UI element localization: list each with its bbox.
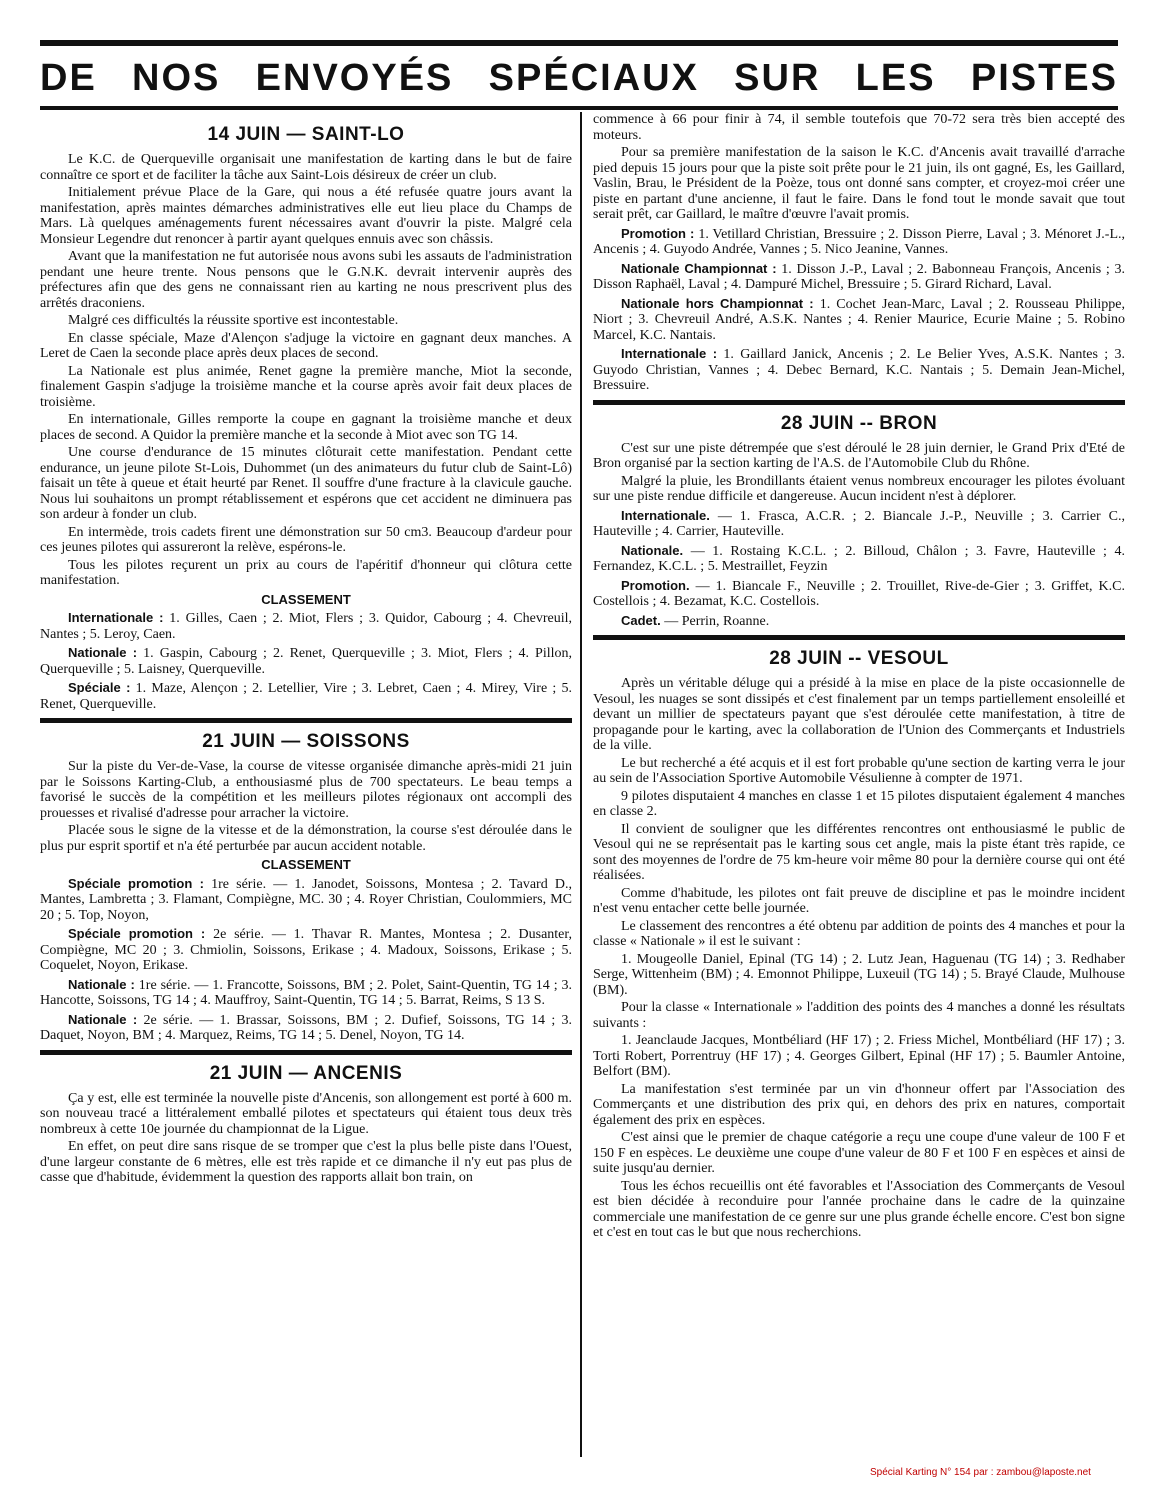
result-label: Nationale Championnat :	[621, 260, 777, 276]
paragraph: Pour sa première manifestation de la saison le K.C. d'Ancenis avait travaillé d'arrache pied depuis 15 jours pour que la piste soit prête pour le 21 juin, ils ont gagné, Es, les Gaillard, Vaslin, Brau, le Président de la Poèze, tous ont donné sans compter, et croyez-moi créer une piste en partant d'une ancienne, il faut le faire. Dans le fond tout le monde savait que tout serait prêt, car Gaillard, le maître d'œuvre l'avait promis.	[593, 145, 1125, 222]
result-entry	[593, 296, 1125, 344]
result-entry	[40, 926, 572, 974]
paragraph: 1. Jeanclaude Jacques, Montbéliard (HF 17) ; 2. Friess Michel, Montbéliard (HF 17) ; 3. Torti Robert, Porrentruy (HF 17) ; 4. Georges Gilbert, Epinal (HF 17) ; 5. Baumler Antoine, Belfort (BM).	[593, 1033, 1125, 1079]
result-text: 1. Cochet Jean-Marc, Laval ; 2. Rousseau Philippe, Niort ; 3. Chevreuil André, A.S.K. Nantes ; 4. Renier Maurice, Ecurie Maine ; 5. Robino Marcel, K.C. Nantais.	[593, 296, 1125, 343]
result-entry	[593, 346, 1125, 394]
result-label: Promotion :	[621, 225, 695, 241]
result-entry	[593, 508, 1125, 540]
paragraph: Le but recherché a été acquis et il est fort probable qu'une section de karting verra le jour au sein de l'Association Sportive Automobile Vésulienne à compter de 1971.	[593, 755, 1125, 786]
result-text: 1re série. — 1. Francotte, Soissons, BM ; 2. Polet, Saint-Quentin, TG 14 ; 3. Hancotte, Soissons, TG 14 ; 4. Mauffroy, Saint-Quentin, TG 14 ; 5. Barrat, Reims, S 13 S.	[40, 977, 572, 1008]
result-text: 1. Maze, Alençon ; 2. Letellier, Vire ; 3. Lebret, Caen ; 4. Mirey, Vire ; 5. Renet, Querqueville.	[40, 681, 572, 712]
paragraph: En internationale, Gilles remporte la coupe en gagnant la troisième manche et deux places de second. A Quidor la première manche et la seconde à Miot avec son TG 14.	[40, 412, 572, 443]
result-entry	[593, 261, 1125, 293]
result-entry	[593, 578, 1125, 610]
paragraph: Après un véritable déluge qui a présidé à la mise en place de la piste occasionnelle de Vesoul, les nuages se sont dissipés et c'est finalement par un temps partiellement ensoleillé et devant un millier de spectateurs payant que s'est déroulée cette manifestation, à titre de propagande pour le karting, avec la collaboration de l'Union des Commerçants et Industriels de la ville.	[593, 676, 1125, 753]
result-label: Cadet.	[621, 612, 661, 628]
column-separator	[580, 112, 582, 1457]
section-soissons	[40, 718, 572, 1044]
result-text: 2e série. — 1. Thavar R. Mantes, Montesa ; 2. Dusanter, Compiègne, MC 20 ; 3. Chmiolin, Soissons, Erikase ; 4. Madoux, Soissons, Erikase ; 5. Coquelet, Noyon, Erikase.	[40, 927, 572, 973]
paragraph: Malgré ces difficultés la réussite sportive est incontestable.	[68, 313, 399, 328]
paragraph: Une course d'endurance de 15 minutes clôturait cette manifestation. Pendant cette endurance, un jeune pilote St-Lois, Duhommet (un des animateurs du futur club de Saint-Lô) faisait un tête à queue et était heurté par Renet. Il souffre d'une fracture à la clavicule gauche. Nous lui souhaitons un prompt rétablissement et espérons que cet accident ne diminuera pas son ardeur à fonder un club.	[40, 445, 572, 522]
result-entry	[593, 543, 1125, 575]
result-entry	[593, 613, 1125, 630]
paragraph: Comme d'habitude, les pilotes ont fait preuve de discipline et pas le moindre incident n'est venu entacher cette belle journée.	[593, 885, 1125, 916]
result-label: Promotion.	[621, 577, 690, 593]
result-label: Nationale :	[68, 1011, 138, 1027]
page-title: DE NOS ENVOYÉS SPÉCIAUX SUR LES PISTES	[40, 57, 1118, 99]
paragraph: Ça y est, elle est terminée la nouvelle piste d'Ancenis, son allongement est porté à 600 m. son nouveau tracé a littéralement emballé pilotes et spectateurs qui étaient tous deux très nombreux à cette 10e journée du championnat de la Ligue.	[40, 1090, 572, 1137]
paragraph: Tous les échos recueillis ont été favorables et l'Association des Commerçants de Vesoul est bien décidée à reconduire pour l'année prochaine dans le cadre de la quinzaine commerciale une manifestation de ce genre sur une plus grande échelle encore. C'est bon signe et c'est en tout cas le but que nous recherchions.	[593, 1178, 1125, 1240]
classement-heading: CLASSEMENT	[261, 591, 351, 607]
paragraph: 9 pilotes disputaient 4 manches en classe 1 et 15 pilotes disputaient également 4 manches en classe 2.	[593, 788, 1125, 819]
result-label: Spéciale promotion :	[68, 875, 204, 891]
paragraph: C'est sur une piste détrempée que s'est déroulé le 28 juin dernier, le Grand Prix d'Eté de Bron organisé par la section karting de l'A.S. de l'Automobile Club du Rhône.	[593, 440, 1125, 471]
result-label: Nationale :	[68, 976, 135, 992]
result-text: — 1. Frasca, A.C.R. ; 2. Biancale J.-P., Neuville ; 3. Carrier C., Hauteville ; 4. Carrier, Hauteville.	[593, 508, 1125, 539]
paragraph: Initialement prévue Place de la Gare, qui nous a été refusée quatre jours avant la manifestation, après maintes démarches administratives elle eut lieu place du Champs de Mars. Là quelques aménagements furent nécessaires avant d'ouvrir la piste. Malgré cela Monsieur Legendre dut renoncer à partir ayant quelques ennuis avec son châssis.	[40, 185, 572, 247]
section-title: 28 JUIN -- VESOUL	[593, 635, 1125, 676]
result-entry	[40, 645, 572, 677]
result-entry	[593, 226, 1125, 258]
right-column	[593, 112, 1125, 1457]
paragraph: En intermède, trois cadets firent une démonstration sur 50 cm3. Beaucoup d'ardeur pour ces jeunes pilotes qui assureront la relève, espérons-le.	[40, 524, 572, 555]
paragraph: La Nationale est plus animée, Renet gagne la première manche, Miot la seconde, finalement Gaspin s'adjuge la troisième manche et la course après avoir fait deux places de troisième.	[40, 363, 572, 410]
paragraph: Avant que la manifestation ne fut autorisée nous avons subi les assauts de l'administration pendant une heure trente. Nous pensons que le G.N.K. devrait intervenir auprès des préfectures afin que des gens ne connaissant rien au karting ne nous prescrivent plus des arrêtés draconiens.	[40, 249, 572, 311]
paragraph: Sur la piste du Ver-de-Vase, la course de vitesse organisée dimanche après-midi 21 juin par le Soissons Karting-Club, a enthousiasmé plus de 700 spectateurs. Le beau temps a favorisé le succès de la compétition et les meilleurs pilotes régionaux ont accompli des prouesses et rivalisé d'adresse pour arracher la victoire.	[40, 759, 572, 821]
footer-credit: Spécial Karting N° 154 par : zambou@laposte.net	[870, 1467, 1091, 1478]
result-label: Internationale.	[621, 507, 710, 523]
result-text: — 1. Rostaing K.C.L. ; 2. Billoud, Châlon ; 3. Favre, Hauteville ; 4. Fernandez, K.C.L. ; 5. Mestraillet, Feyzin	[593, 543, 1125, 574]
result-label: Internationale :	[68, 610, 164, 625]
section-title: 14 JUIN — SAINT-LO	[207, 124, 405, 145]
title-rule	[40, 106, 1118, 110]
left-column	[40, 112, 572, 1457]
section-ancenis	[40, 1050, 572, 1186]
section-bron	[593, 400, 1125, 630]
result-label: Spéciale :	[68, 680, 131, 695]
result-text: 1re série. — 1. Janodet, Soissons, Montesa ; 2. Tavard D., Mantes, Lambretta ; 3. Flamant, Compiègne, MC. 30 ; 4. Royer Christian, Coulommiers, MC 20 ; 5. Top, Noyon,	[40, 876, 572, 923]
result-text: 1. Gilles, Caen ; 2. Miot, Flers ; 3. Quidor, Cabourg ; 4. Chevreuil, Nantes ; 5. Leroy, Caen.	[40, 611, 572, 642]
result-text: 2e série. — 1. Brassar, Soissons, BM ; 2. Dufief, Soissons, TG 14 ; 3. Daquet, Noyon, BM ; 4. Marquez, Reims, TG 14 ; 5. Denel, Noyon, TG 14.	[40, 1012, 572, 1043]
paragraph: Le K.C. de Querqueville organisait une manifestation de karting dans le but de faire connaître ce sport et de faciliter la tâche aux Saint-Lois désireux de créer un club.	[40, 152, 572, 183]
result-text: — 1. Biancale F., Neuville ; 2. Trouillet, Rive-de-Gier ; 3. Griffet, K.C. Costellois ; 4. Bezamat, K.C. Costellois.	[593, 578, 1125, 609]
result-label: Internationale :	[621, 346, 718, 361]
paragraph: En classe spéciale, Maze d'Alençon s'adjuge la victoire en gagnant deux manches. A Leret de Caen la seconde place après deux places de second.	[40, 330, 572, 361]
result-label: Nationale hors Championnat :	[621, 295, 814, 311]
paragraph: Il convient de souligner que les différentes rencontres ont enthousiasmé le public de Vesoul qui ne se représentait pas le karting sous cet angle, mais la piste étant très rapide, ce sont des moyennes de l'ordre de 75 km-heure voir même 80 pour la dernière course qui ont été réalisées.	[593, 821, 1125, 883]
result-text: 1. Gaspin, Cabourg ; 2. Renet, Querqueville ; 3. Miot, Flers ; 4. Pillon, Querqueville ; 5. Laisney, Querqueville.	[40, 646, 572, 677]
paragraph: Malgré la pluie, les Brondillants étaient venus nombreux encourager les pilotes évoluant sur une piste rendue difficile et dangereuse. Aucun incident n'est à déplorer.	[593, 473, 1125, 504]
top-rule	[40, 40, 1118, 46]
paragraph: Pour la classe « Internationale » l'addition des points des 4 manches a donné les résultats suivants :	[593, 1000, 1125, 1031]
classement-heading: CLASSEMENT	[261, 857, 351, 872]
paragraph: La manifestation s'est terminée par un vin d'honneur offert par l'Association des Commerçants et une distribution des prix qui, en dehors des prix en natures, comportait également des prix en espèces.	[593, 1081, 1125, 1128]
section-ancenis-continued	[593, 112, 1125, 394]
result-label: Nationale.	[621, 542, 684, 558]
section-title: 21 JUIN — ANCENIS	[40, 1050, 572, 1091]
paragraph: Placée sous le signe de la vitesse et de la démonstration, la course s'est déroulée dans le plus pur esprit sportif et n'a été perturbée par aucun accident notable.	[40, 823, 572, 854]
result-entry	[40, 680, 572, 712]
result-label: Spéciale promotion :	[68, 926, 206, 941]
result-text: — Perrin, Roanne.	[664, 613, 770, 629]
result-label: Nationale :	[68, 645, 138, 660]
paragraph: 1. Mougeolle Daniel, Epinal (TG 14) ; 2. Lutz Jean, Haguenau (TG 14) ; 3. Redhaber Serge, Wittenheim (BM) ; 4. Emonnot Philippe, Luxeuil (TG 14) ; 5. Brayé Claude, Mulhouse (BM).	[593, 951, 1125, 998]
paragraph: commence à 66 pour finir à 74, il semble toutefois que 70-72 sera très bien accepté des moteurs.	[593, 112, 1125, 143]
section-title: 21 JUIN — SOISSONS	[40, 718, 572, 759]
result-text: 1. Disson J.-P., Laval ; 2. Babonneau François, Ancenis ; 3. Disson Raphaël, Laval ; 4. Dampuré Michel, Bressuire ; 5. Girard Richard, Laval.	[593, 261, 1125, 292]
paragraph: En effet, on peut dire sans risque de se tromper que c'est la plus belle piste dans l'Ouest, d'une largeur constante de 6 mètres, elle est très rapide et ce dimanche il n'y eut pas plus de casse que d'habitude, évidemment la question des rapports allait bon train, on	[40, 1139, 572, 1185]
paragraph: Le classement des rencontres a été obtenu par addition de points des 4 manches et pour la classe « Nationale » il est le suivant :	[593, 918, 1125, 949]
result-entry	[40, 610, 572, 642]
result-entry	[40, 1012, 572, 1044]
paragraph: Tous les pilotes reçurent un prix au cours de l'apéritif d'honneur qui clôtura cette manifestation.	[40, 557, 572, 588]
result-entry	[40, 977, 572, 1009]
section-saint-lo	[40, 112, 572, 712]
result-entry	[40, 876, 572, 924]
section-title: 28 JUIN -- BRON	[593, 400, 1125, 441]
section-vesoul	[593, 635, 1125, 1241]
result-text: 1. Vetillard Christian, Bressuire ; 2. Disson Pierre, Laval ; 3. Ménoret J.-L., Ancenis ; 4. Guyodo Andrée, Vannes ; 5. Nico Jeanine, Vannes.	[593, 226, 1125, 257]
paragraph: C'est ainsi que le premier de chaque catégorie a reçu une coupe d'une valeur de 100 F et 150 F en espèces. Le deuxième une coupe d'une valeur de 80 F et 100 F en espèces et ainsi de suite jusqu'au dernier.	[593, 1130, 1125, 1176]
result-text: 1. Gaillard Janick, Ancenis ; 2. Le Belier Yves, A.S.K. Nantes ; 3. Guyodo Christian, Vannes ; 4. Debec Bernard, K.C. Nantais ; 5. Demain Jean-Michel, Bressuire.	[593, 347, 1125, 393]
